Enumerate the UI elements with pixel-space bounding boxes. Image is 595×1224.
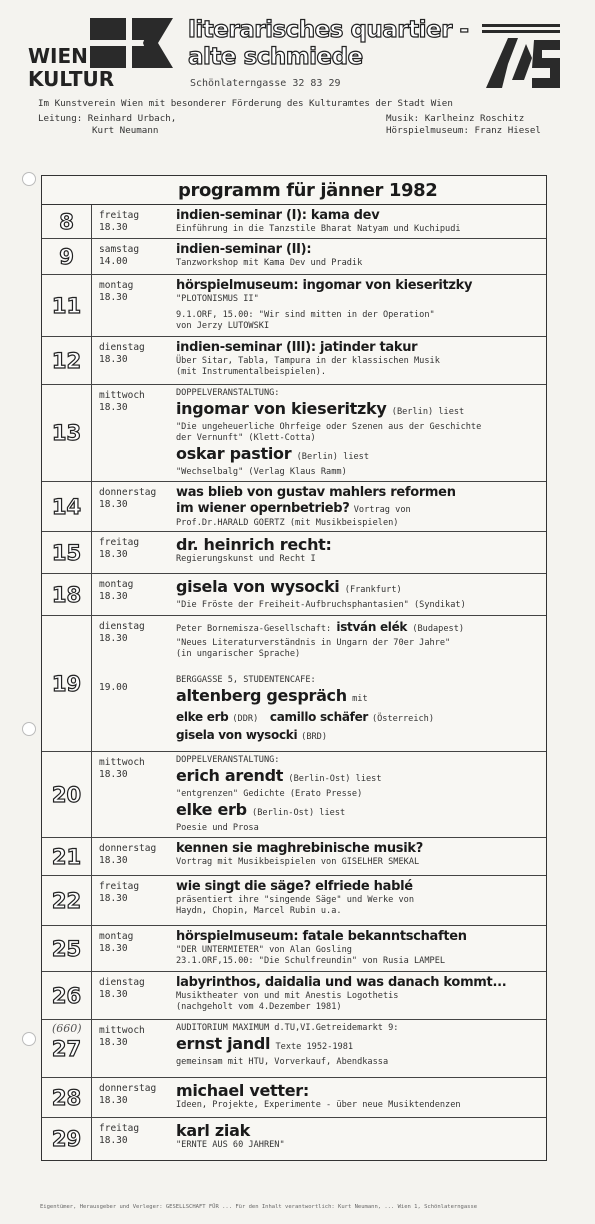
event-detail: präsentiert ihre "singende Säge" und Werke von xyxy=(176,895,414,905)
event-detail: gemeinsam mit HTU, Vorverkauf, Abendkassa xyxy=(176,1057,389,1067)
time: 18.30 xyxy=(99,591,128,602)
event-detail: "PLOTONISMUS II" xyxy=(176,294,259,304)
participants: elke erb (DDR) camillo schäfer (Österreich) xyxy=(176,710,435,724)
event-detail: Vortrag mit Musikbeispielen von GISELHER SMEKAL xyxy=(176,857,420,867)
program-table xyxy=(41,175,547,1161)
event-detail: von Jerzy LUTOWSKI xyxy=(176,321,270,331)
time: 18.30 xyxy=(99,633,128,644)
date-number: 18 xyxy=(51,582,82,607)
weekday: dienstag xyxy=(99,621,145,632)
letterhead xyxy=(0,0,595,180)
event-detail: Tanzworkshop mit Kama Dev und Pradik xyxy=(176,258,363,268)
time: 18.30 xyxy=(99,989,128,1000)
punch-hole xyxy=(22,172,36,186)
table-row xyxy=(42,972,546,1020)
event-pretitle: DOPPELVERANSTALTUNG: xyxy=(176,388,280,398)
svg-text:WIEN: WIEN xyxy=(28,44,88,68)
date-number: 21 xyxy=(51,844,82,869)
event-title: michael vetter: xyxy=(176,1081,309,1100)
date-number: 19 xyxy=(51,671,82,696)
event-title: indien-seminar (I): kama dev xyxy=(176,208,380,223)
header-title-1: literarisches quartier - xyxy=(188,17,469,43)
punch-hole xyxy=(22,1032,36,1046)
leitung-second: Kurt Neumann xyxy=(92,125,159,136)
time: 18.30 xyxy=(99,292,128,303)
event-detail: "Die Fröste der Freiheit-Aufbruchsphantasien" (Syndikat) xyxy=(176,600,466,610)
table-row xyxy=(42,275,546,337)
date-number: 25 xyxy=(51,936,82,961)
time-2: 19.00 xyxy=(99,682,128,693)
alte-schmiede-logo xyxy=(482,24,560,90)
event-title: indien-seminar (II): xyxy=(176,242,312,257)
table-row xyxy=(42,385,546,482)
time: 18.30 xyxy=(99,1095,128,1106)
weekday: freitag xyxy=(99,1123,140,1134)
wien-kultur-logo xyxy=(28,18,173,90)
hoerspiel: Hörspielmuseum: Franz Hiesel xyxy=(386,125,541,136)
event-detail: (mit Instrumentalbeispielen). xyxy=(176,367,327,377)
svg-text:KULTUR: KULTUR xyxy=(28,67,115,90)
event-detail: Haydn, Chopin, Marcel Rubin u.a. xyxy=(176,906,342,916)
date-number: 27 xyxy=(51,1036,82,1061)
subtitle: Im Kunstverein Wien mit besonderer Förderung des Kulturamtes der Stadt Wien xyxy=(38,98,453,109)
event-title: kennen sie maghrebinische musik? xyxy=(176,841,423,856)
date-number: 12 xyxy=(51,348,82,373)
event-detail: Musiktheater von und mit Anestis Logothetis xyxy=(176,991,399,1001)
event-title: erich arendt (Berlin-Ost) liest xyxy=(176,766,382,785)
address: Schönlaterngasse 32 83 29 xyxy=(190,78,341,89)
date-number: 28 xyxy=(51,1085,82,1110)
program-title: programm für jänner 1982 xyxy=(42,176,546,205)
event-pretitle: DOPPELVERANSTALTUNG: xyxy=(176,755,280,765)
weekday: montag xyxy=(99,280,134,291)
weekday: freitag xyxy=(99,537,140,548)
date-number: 26 xyxy=(51,983,82,1008)
table-row xyxy=(42,1118,546,1160)
table-row xyxy=(42,205,546,239)
table-row xyxy=(42,616,546,752)
event-detail: Einführung in die Tanzstile Bharat Natyam und Kuchipudi xyxy=(176,224,461,234)
event-title: altenberg gespräch mit xyxy=(176,686,368,705)
event-detail: "DER UNTERMIETER" von Alan Gosling xyxy=(176,945,352,955)
date-number: 22 xyxy=(51,888,82,913)
event-detail: "Neues Literaturverständnis in Ungarn der 70er Jahre" xyxy=(176,638,451,648)
event-title: ingomar von kieseritzky (Berlin) liest xyxy=(176,399,465,418)
event-detail: Regierungskunst und Recht I xyxy=(176,554,316,564)
weekday: samstag xyxy=(99,244,140,255)
event-detail: 23.1.ORF,15.00: "Die Schulfreundin" von Rusia LAMPEL xyxy=(176,956,446,966)
time: 18.30 xyxy=(99,1135,128,1146)
table-row xyxy=(42,752,546,838)
table-row xyxy=(42,838,546,876)
event-title: wie singt die säge? elfriede hablé xyxy=(176,879,413,894)
header-title-2: alte schmiede xyxy=(188,44,363,70)
weekday: donnerstag xyxy=(99,487,157,498)
table-row xyxy=(42,1020,546,1078)
weekday: montag xyxy=(99,931,134,942)
time: 18.30 xyxy=(99,769,128,780)
weekday: dienstag xyxy=(99,977,145,988)
time: 18.30 xyxy=(99,855,128,866)
time: 18.30 xyxy=(99,549,128,560)
event-detail: 9.1.ORF, 15.00: "Wir sind mitten in der Operation" xyxy=(176,310,435,320)
event-title: labyrinthos, daidalia und was danach kommt... xyxy=(176,975,507,990)
event-pretitle: Peter Bornemisza-Gesellschaft: istván elék (Budapest) xyxy=(176,620,465,634)
time: 18.30 xyxy=(99,222,128,233)
date-number: 29 xyxy=(51,1127,82,1151)
time: 18.30 xyxy=(99,893,128,904)
weekday: mittwoch xyxy=(99,757,145,768)
event-title: indien-seminar (III): jatinder takur xyxy=(176,340,418,355)
date-number: 9 xyxy=(59,244,74,269)
musik: Musik: Karlheinz Roschitz xyxy=(386,113,525,124)
table-row xyxy=(42,482,546,532)
weekday: mittwoch xyxy=(99,390,145,401)
event-detail: Ideen, Projekte, Experimente - über neue Musiktendenzen xyxy=(176,1100,461,1110)
time: 18.30 xyxy=(99,943,128,954)
date-number: 13 xyxy=(51,421,82,445)
event-detail: (nachgeholt vom 4.Dezember 1981) xyxy=(176,1002,342,1012)
handwritten-note: (660) xyxy=(52,1022,82,1035)
event-detail: Über Sitar, Tabla, Tampura in der klassischen Musik xyxy=(176,356,440,366)
event-detail: "entgrenzen" Gedichte (Erato Presse) xyxy=(176,789,363,799)
event-detail: der Vernunft" (Klett-Cotta) xyxy=(176,433,316,443)
time: 18.30 xyxy=(99,499,128,510)
event-detail: Poesie und Prosa xyxy=(176,823,259,833)
date-number: 20 xyxy=(51,782,82,807)
event-detail: Prof.Dr.HARALD GOERTZ (mit Musikbeispielen) xyxy=(176,518,399,528)
weekday: freitag xyxy=(99,210,140,221)
leitung: Leitung: Reinhard Urbach, xyxy=(38,113,177,124)
event-title: dr. heinrich recht: xyxy=(176,535,332,554)
date-number: 8 xyxy=(59,209,74,234)
event-detail: (in ungarischer Sprache) xyxy=(176,649,301,659)
event-detail: "ERNTE AUS 60 JAHREN" xyxy=(176,1140,285,1150)
event-title: gisela von wysocki (Frankfurt) xyxy=(176,577,402,596)
event-pretitle-2: BERGGASSE 5, STUDENTENCAFE: xyxy=(176,675,316,685)
table-row xyxy=(42,239,546,275)
event-pretitle: AUDITORIUM MAXIMUM d.TU,VI.Getreidemarkt 9: xyxy=(176,1023,399,1033)
event-title-cont: im wiener opernbetrieb? Vortrag von xyxy=(176,501,411,516)
event-title: was blieb von gustav mahlers reformen xyxy=(176,485,456,500)
weekday: donnerstag xyxy=(99,843,157,854)
event-detail: "Wechselbalg" (Verlag Klaus Ramm) xyxy=(176,467,347,477)
event-title-2: elke erb (Berlin-Ost) liest xyxy=(176,800,346,819)
table-row xyxy=(42,926,546,972)
event-title: hörspielmuseum: ingomar von kieseritzky xyxy=(176,278,473,293)
participants-2: gisela von wysocki (BRD) xyxy=(176,728,328,742)
event-title: ernst jandl Texte 1952-1981 xyxy=(176,1034,354,1053)
event-title: hörspielmuseum: fatale bekanntschaften xyxy=(176,929,467,944)
weekday: dienstag xyxy=(99,342,145,353)
time: 18.30 xyxy=(99,354,128,365)
table-row xyxy=(42,532,546,574)
footer-imprint: Eigentümer, Herausgeber und Verleger: GESELLSCHAFT FÜR ... Für den Inhalt verantwortlich: Kurt Neumann, ... Wien 1, Schönlaterngasse xyxy=(40,1204,478,1210)
date-number: 15 xyxy=(51,540,82,565)
time: 18.30 xyxy=(99,1037,128,1048)
time: 14.00 xyxy=(99,256,128,267)
date-number: 14 xyxy=(51,494,82,519)
date-number: 11 xyxy=(51,293,82,318)
punch-hole xyxy=(22,722,36,736)
weekday: montag xyxy=(99,579,134,590)
weekday: mittwoch xyxy=(99,1025,145,1036)
time: 18.30 xyxy=(99,402,128,413)
table-row xyxy=(42,876,546,926)
table-row xyxy=(42,574,546,616)
event-title-2: oskar pastior (Berlin) liest xyxy=(176,444,370,463)
weekday: freitag xyxy=(99,881,140,892)
table-row xyxy=(42,337,546,385)
event-detail: "Die ungeheuerliche Ohrfeige oder Szenen aus der Geschichte xyxy=(176,422,482,432)
weekday: donnerstag xyxy=(99,1083,157,1094)
event-title: karl ziak xyxy=(176,1121,250,1140)
table-row xyxy=(42,1078,546,1118)
